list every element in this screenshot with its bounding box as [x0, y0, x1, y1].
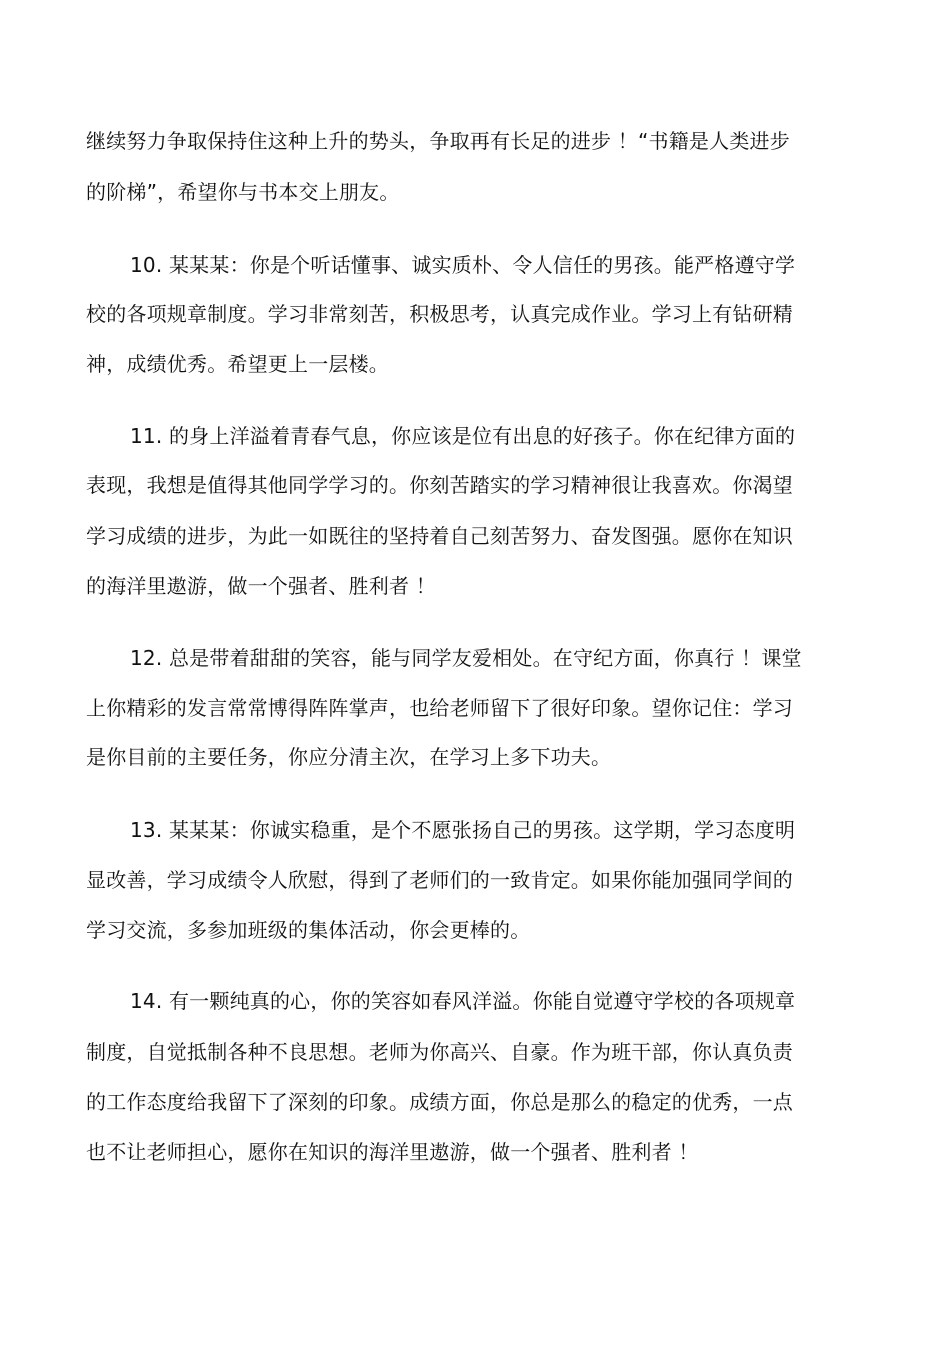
paragraph-10-line-2: 校的各项规章制度。学习非常刻苦，积极思考，认真完成作业。学习上有钻研精: [86, 302, 793, 326]
paragraph-14-line-1: 14. 有一颗纯真的心，你的笑容如春风洋溢。你能自觉遵守学校的各项规章: [130, 989, 796, 1013]
paragraph-1-line-2: 的阶梯”，希望你与书本交上朋友。: [86, 180, 400, 204]
paragraph-14-line-3: 的工作态度给我留下了深刻的印象。成绩方面，你总是那么的稳定的优秀，一点: [86, 1090, 793, 1114]
paragraph-12-line-3: 是你目前的主要任务，你应分清主次，在学习上多下功夫。: [86, 745, 612, 769]
paragraph-10-line-3: 神，成绩优秀。希望更上一层楼。: [86, 352, 389, 376]
paragraph-11-line-4: 的海洋里遨游，做一个强者、胜利者 ！: [86, 574, 436, 598]
paragraph-13-line-1: 13. 某某某：你诚实稳重，是个不愿张扬自己的男孩。这学期，学习态度明: [130, 818, 796, 842]
paragraph-10-line-1: 10. 某某某：你是个听话懂事、诚实质朴、令人信任的男孩。能严格遵守学: [130, 253, 796, 277]
paragraph-11-line-3: 学习成绩的进步，为此一如既往的坚持着自己刻苦努力、奋发图强。愿你在知识: [86, 524, 793, 548]
paragraph-14-line-4: 也不让老师担心，愿你在知识的海洋里遨游，做一个强者、胜利者 ！: [86, 1140, 699, 1164]
paragraph-13-line-2: 显改善，学习成绩令人欣慰，得到了老师们的一致肯定。如果你能加强同学间的: [86, 868, 793, 892]
paragraph-1-line-1: 继续努力争取保持住这种上升的势头，争取再有长足的进步 ！“书籍是人类进步: [86, 129, 790, 153]
paragraph-14-line-2: 制度，自觉抵制各种不良思想。老师为你高兴、自豪。作为班干部，你认真负责: [86, 1040, 793, 1064]
paragraph-12-line-2: 上你精彩的发言常常博得阵阵掌声，也给老师留下了很好印象。望你记住：学习: [86, 696, 793, 720]
paragraph-11-line-2: 表现，我想是值得其他同学学习的。你刻苦踏实的学习精神很让我喜欢。你渴望: [86, 473, 793, 497]
paragraph-12-line-1: 12. 总是带着甜甜的笑容，能与同学友爱相处。在守纪方面，你真行 ！课堂: [130, 646, 802, 670]
paragraph-11-line-1: 11. 的身上洋溢着青春气息，你应该是位有出息的好孩子。你在纪律方面的: [130, 424, 796, 448]
paragraph-13-line-3: 学习交流，多参加班级的集体活动，你会更棒的。: [86, 918, 531, 942]
